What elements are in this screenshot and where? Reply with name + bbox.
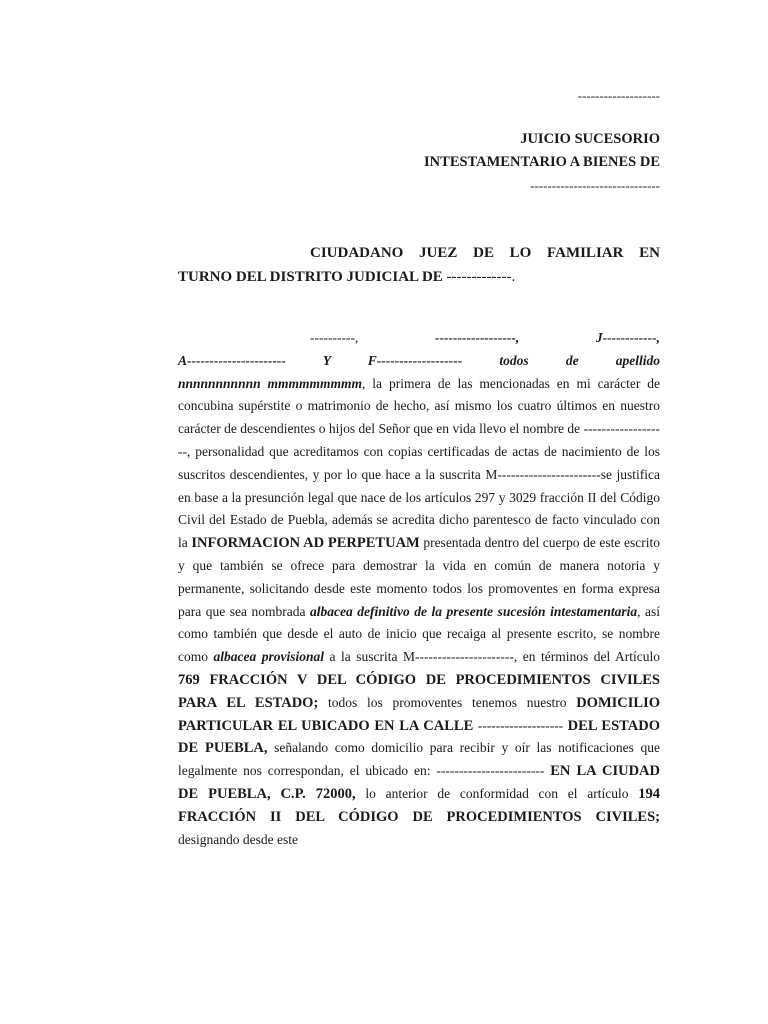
surnames: nnnnnnnnnnn mmmmmmmmm: [178, 375, 363, 391]
ciudad-de-puebla: EN LA CIUDAD DE PUEBLA, C.P. 72000,: [178, 763, 660, 802]
paragraph-segment-3: , así como también que desde el auto de inicio que recaiga al presente escrito, se nombre como: [178, 603, 660, 665]
info-ad-perpetuam: INFORMACION AD PERPETUAM: [191, 535, 420, 552]
albacea-definitivo: albacea definitivo de la presente sucesión intestamentaria: [310, 603, 638, 619]
title-line-2: INTESTAMENTARIO A BIENES DE: [424, 154, 660, 170]
paragraph-segment-2: presentada dentro del cuerpo de este escrito y que también se ofrece para demostrar la vida en común de manera notoria y permanente, solicitando desde este momento todos los promoventes en forma expresa para que sea nombrada: [178, 535, 660, 619]
paragraph-segment-4: a la suscrita M----------------------, en términos del Artículo: [324, 649, 660, 665]
names-line-2: A---------------------- Y F------------------- todos de apellido: [178, 352, 660, 368]
articulo-769: 769 FRACCIÓN V DEL CÓDIGO DE PROCEDIMIENTOS CIVILES PARA EL ESTADO;: [178, 671, 660, 711]
names-line-1: [178, 327, 660, 350]
paragraph-segment-1: , la primera de las mencionadas en mi carácter de concubina supérstite o matrimonio de hecho, así mismo los cuatro últimos en nuestro carácter de descendientes o hijos del Señor que en vida llevo el nombre de -------------------, personalidad que acreditamos con copias certificadas de actas de nacimiento de los suscritos descendientes, y por lo que hace a la suscrita M-----------------------se justifica en base a la presunción legal que nace de los artículos 297 y 3029 fracción II del Código Civil del Estado de Puebla, además se acredita dicho parentesco de facto vinculado con la: [178, 375, 660, 551]
paragraph-segment-6: -------------------: [473, 717, 568, 733]
estado-de-puebla: DEL ESTADO DE PUEBLA,: [178, 717, 660, 757]
title-line-1: JUICIO SUCESORIO: [520, 131, 660, 147]
addressee-dashes: -------------.: [446, 269, 516, 285]
articulo-194: 194 FRACCIÓN II DEL CÓDIGO DE PROCEDIMIENTOS CIVILES;: [178, 785, 660, 825]
header-dashes: -------------------: [577, 88, 660, 103]
domicilio-particular: DOMICILIO PARTICULAR EL UBICADO EN LA CALLE: [178, 694, 660, 734]
main-paragraph: [178, 373, 660, 852]
addressee-line-2: [178, 265, 660, 289]
name-3: J------------,: [595, 330, 660, 345]
addressee: [178, 241, 660, 289]
paragraph-segment-5: todos los promoventes tenemos nuestro: [318, 694, 577, 710]
albacea-provisional: albacea provisional: [213, 649, 324, 665]
paragraph-segment-7: señalando como domicilio para recibir y oír las notificaciones que legalmente nos correspondan, el ubicado en: ------------------------: [178, 740, 660, 779]
addressee-line-1: CIUDADANO JUEZ DE LO FAMILIAR EN: [310, 245, 660, 261]
name-2: ------------------,: [434, 330, 520, 345]
document-title: [178, 128, 660, 197]
paragraph-segment-8: lo anterior de conformidad con el artículo: [355, 785, 639, 801]
addressee-line-2-text: TURNO DEL DISTRITO JUDICIAL DE: [178, 269, 443, 285]
paragraph-segment-9: designando desde este: [178, 831, 298, 847]
body-text: [178, 327, 660, 851]
name-1: ----------,: [310, 330, 359, 345]
title-dashes: ------------------------------: [530, 178, 660, 193]
